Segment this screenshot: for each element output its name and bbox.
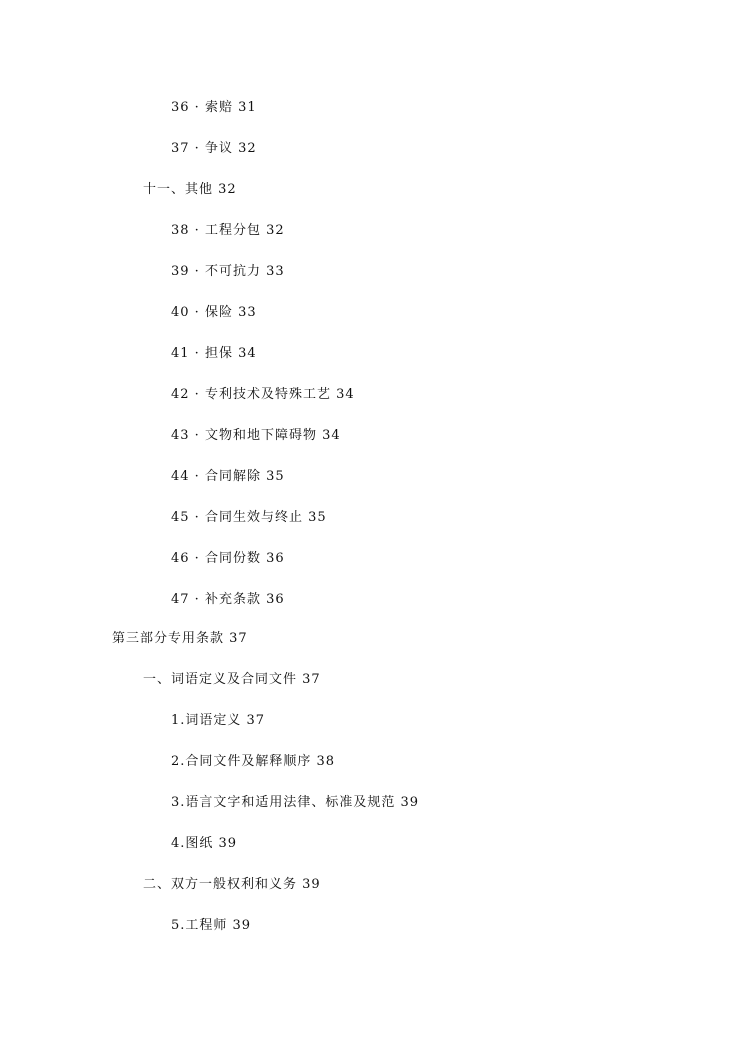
toc-section-1-definitions[interactable]: 一、词语定义及合同文件 37 bbox=[143, 672, 321, 687]
toc-entry-40-insurance[interactable]: 40 · 保险 33 bbox=[171, 305, 257, 320]
toc-entry-5-engineer[interactable]: 5.工程师 39 bbox=[171, 918, 252, 933]
toc-entry-39-force-majeure[interactable]: 39 · 不可抗力 33 bbox=[171, 264, 285, 279]
toc-entry-4-drawings[interactable]: 4.图纸 39 bbox=[171, 836, 238, 851]
toc-entry-41-guarantee[interactable]: 41 · 担保 34 bbox=[171, 346, 257, 361]
toc-part-3-special-terms[interactable]: 第三部分专用条款 37 bbox=[112, 631, 248, 646]
toc-entry-46-copies[interactable]: 46 · 合同份数 36 bbox=[171, 551, 285, 566]
toc-section-2-rights-obligations[interactable]: 二、双方一般权利和义务 39 bbox=[143, 877, 321, 892]
toc-entry-36-claims[interactable]: 36 · 索赔 31 bbox=[171, 100, 257, 115]
toc-entry-47-supplementary[interactable]: 47 · 补充条款 36 bbox=[171, 592, 285, 607]
toc-entry-43-relics[interactable]: 43 · 文物和地下障碍物 34 bbox=[171, 428, 341, 443]
toc-entry-3-language-law[interactable]: 3.语言文字和适用法律、标准及规范 39 bbox=[171, 795, 420, 810]
toc-entry-1-definitions[interactable]: 1.词语定义 37 bbox=[171, 713, 266, 728]
toc-entry-44-termination[interactable]: 44 · 合同解除 35 bbox=[171, 469, 285, 484]
toc-entry-42-patents[interactable]: 42 · 专利技术及特殊工艺 34 bbox=[171, 387, 355, 402]
toc-section-11-others[interactable]: 十一、其他 32 bbox=[143, 182, 237, 197]
toc-entry-38-subcontracting[interactable]: 38 · 工程分包 32 bbox=[171, 223, 285, 238]
toc-entry-45-effectiveness[interactable]: 45 · 合同生效与终止 35 bbox=[171, 510, 327, 525]
toc-entry-37-disputes[interactable]: 37 · 争议 32 bbox=[171, 141, 257, 156]
toc-entry-2-contract-documents[interactable]: 2.合同文件及解释顺序 38 bbox=[171, 754, 336, 769]
